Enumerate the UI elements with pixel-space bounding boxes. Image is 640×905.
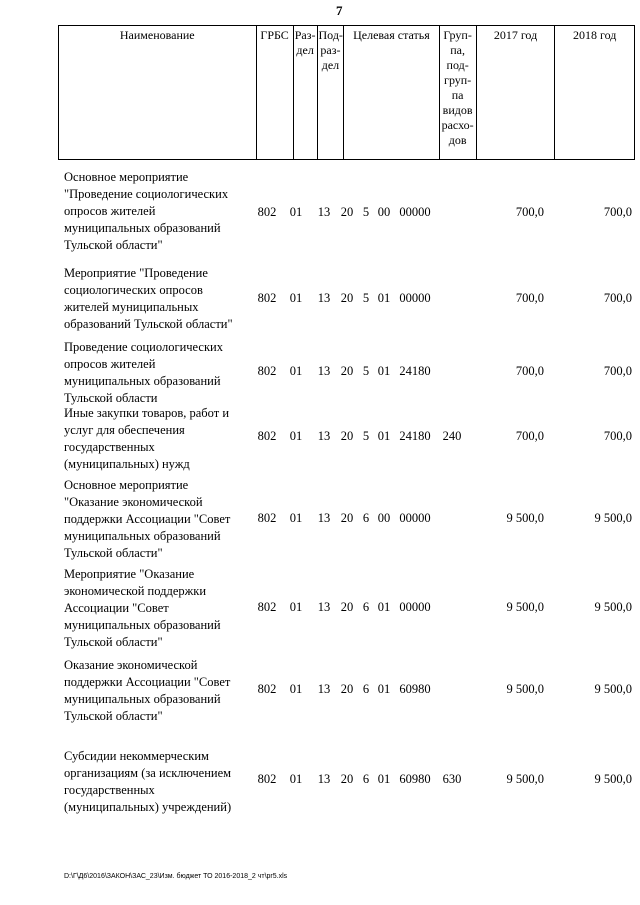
cell-podrazdel: 13 <box>317 682 331 696</box>
cell-target-event: 01 <box>377 600 391 614</box>
cell-2017: 700,0 <box>515 364 544 378</box>
cell-target-program: 20 <box>340 682 354 696</box>
cell-podrazdel: 13 <box>317 364 331 378</box>
cell-2018: 700,0 <box>603 205 632 219</box>
cell-target-program: 20 <box>340 511 354 525</box>
cell-target-subprogram: 5 <box>362 291 370 305</box>
cell-podrazdel: 13 <box>317 429 331 443</box>
cell-target-direction: 24180 <box>399 429 431 443</box>
cell-target-event: 01 <box>377 772 391 786</box>
cell-target-event: 01 <box>377 682 391 696</box>
cell-target-subprogram: 5 <box>362 429 370 443</box>
cell-razdel: 01 <box>289 600 303 614</box>
cell-2018: 700,0 <box>603 291 632 305</box>
cell-2018: 9 500,0 <box>594 600 632 614</box>
header-razdel: Раз- дел <box>293 26 317 160</box>
cell-target-subprogram: 5 <box>362 364 370 378</box>
row-name: Основное мероприятие "Оказание экономической поддержки Ассоциации "Совет муниципальных образований Тульской области" <box>64 478 231 560</box>
cell-podrazdel: 13 <box>317 511 331 525</box>
cell-podrazdel: 13 <box>317 205 331 219</box>
cell-target-direction: 60980 <box>399 682 431 696</box>
row-name: Субсидии некоммерческим организациям (за исключением государственных (муниципальных) учреждений) <box>64 749 232 814</box>
cell-razdel: 01 <box>289 291 303 305</box>
file-path-footer: D:\Г\Д6\2016\ЗАКОН\ЗАС_23\Изм. бюджет ТО 2016-2018_2 чт\pr5.xls <box>64 873 288 880</box>
cell-2017: 9 500,0 <box>506 600 544 614</box>
cell-target-subprogram: 6 <box>362 682 370 696</box>
cell-2017: 9 500,0 <box>506 682 544 696</box>
cell-target-program: 20 <box>340 205 354 219</box>
cell-2017: 700,0 <box>515 291 544 305</box>
cell-target-subprogram: 6 <box>362 772 370 786</box>
row-name: Оказание экономической поддержки Ассоциации "Совет муниципальных образований Тульской области" <box>64 658 231 723</box>
row-name: Основное мероприятие "Проведение социологических опросов жителей муниципальных образований Тульской области" <box>64 170 229 252</box>
cell-target-program: 20 <box>340 291 354 305</box>
cell-target-program: 20 <box>340 364 354 378</box>
cell-target-direction: 00000 <box>399 511 431 525</box>
cell-target-subprogram: 5 <box>362 205 370 219</box>
cell-grbs: 802 <box>257 511 277 525</box>
cell-grbs: 802 <box>257 364 277 378</box>
cell-razdel: 01 <box>289 772 303 786</box>
cell-target-event: 00 <box>377 511 391 525</box>
cell-podrazdel: 13 <box>317 772 331 786</box>
cell-razdel: 01 <box>289 364 303 378</box>
cell-grbs: 802 <box>257 429 277 443</box>
cell-target-program: 20 <box>340 772 354 786</box>
cell-podrazdel: 13 <box>317 291 331 305</box>
cell-target-event: 01 <box>377 291 391 305</box>
cell-grbs: 802 <box>257 600 277 614</box>
cell-target-direction: 00000 <box>399 600 431 614</box>
cell-grbs: 802 <box>257 205 277 219</box>
row-name: Мероприятие "Оказание экономической поддержки Ассоциации "Совет муниципальных образований Тульской области" <box>64 567 221 649</box>
cell-target-program: 20 <box>340 429 354 443</box>
cell-vid: 240 <box>442 429 462 443</box>
header-podrazdel: Под- раз- дел <box>317 26 344 160</box>
cell-target-direction: 60980 <box>399 772 431 786</box>
cell-target-direction: 00000 <box>399 291 431 305</box>
cell-grbs: 802 <box>257 291 277 305</box>
cell-razdel: 01 <box>289 429 303 443</box>
header-vid: Груп- па, под- груп- па видов расхо- дов <box>439 26 476 160</box>
cell-vid: 630 <box>442 772 462 786</box>
cell-grbs: 802 <box>257 772 277 786</box>
cell-grbs: 802 <box>257 682 277 696</box>
header-grbs: ГРБС <box>256 26 293 160</box>
cell-2018: 9 500,0 <box>594 682 632 696</box>
cell-razdel: 01 <box>289 682 303 696</box>
header-2018: 2018 год <box>555 26 635 160</box>
cell-2017: 9 500,0 <box>506 511 544 525</box>
cell-podrazdel: 13 <box>317 600 331 614</box>
cell-2018: 9 500,0 <box>594 511 632 525</box>
row-name: Проведение социологических опросов жителей муниципальных образований Тульской области <box>64 340 223 405</box>
cell-target-event: 01 <box>377 429 391 443</box>
cell-razdel: 01 <box>289 205 303 219</box>
cell-2018: 700,0 <box>603 364 632 378</box>
cell-2017: 9 500,0 <box>506 772 544 786</box>
header-name: Наименование <box>59 26 257 160</box>
header-target: Целевая статья <box>344 26 439 160</box>
cell-target-subprogram: 6 <box>362 600 370 614</box>
cell-2017: 700,0 <box>515 205 544 219</box>
cell-razdel: 01 <box>289 511 303 525</box>
cell-2018: 700,0 <box>603 429 632 443</box>
cell-2018: 9 500,0 <box>594 772 632 786</box>
header-2017: 2017 год <box>476 26 555 160</box>
cell-target-direction: 00000 <box>399 205 431 219</box>
cell-target-direction: 24180 <box>399 364 431 378</box>
page-number: 7 <box>336 3 343 18</box>
cell-target-event: 01 <box>377 364 391 378</box>
cell-target-subprogram: 6 <box>362 511 370 525</box>
row-name: Иные закупки товаров, работ и услуг для обеспечения государственных (муниципальных) нужд <box>64 406 230 471</box>
cell-target-program: 20 <box>340 600 354 614</box>
row-name: Мероприятие "Проведение социологических опросов жителей муниципальных образований Тульской области" <box>64 266 233 331</box>
cell-2017: 700,0 <box>515 429 544 443</box>
cell-target-event: 00 <box>377 205 391 219</box>
